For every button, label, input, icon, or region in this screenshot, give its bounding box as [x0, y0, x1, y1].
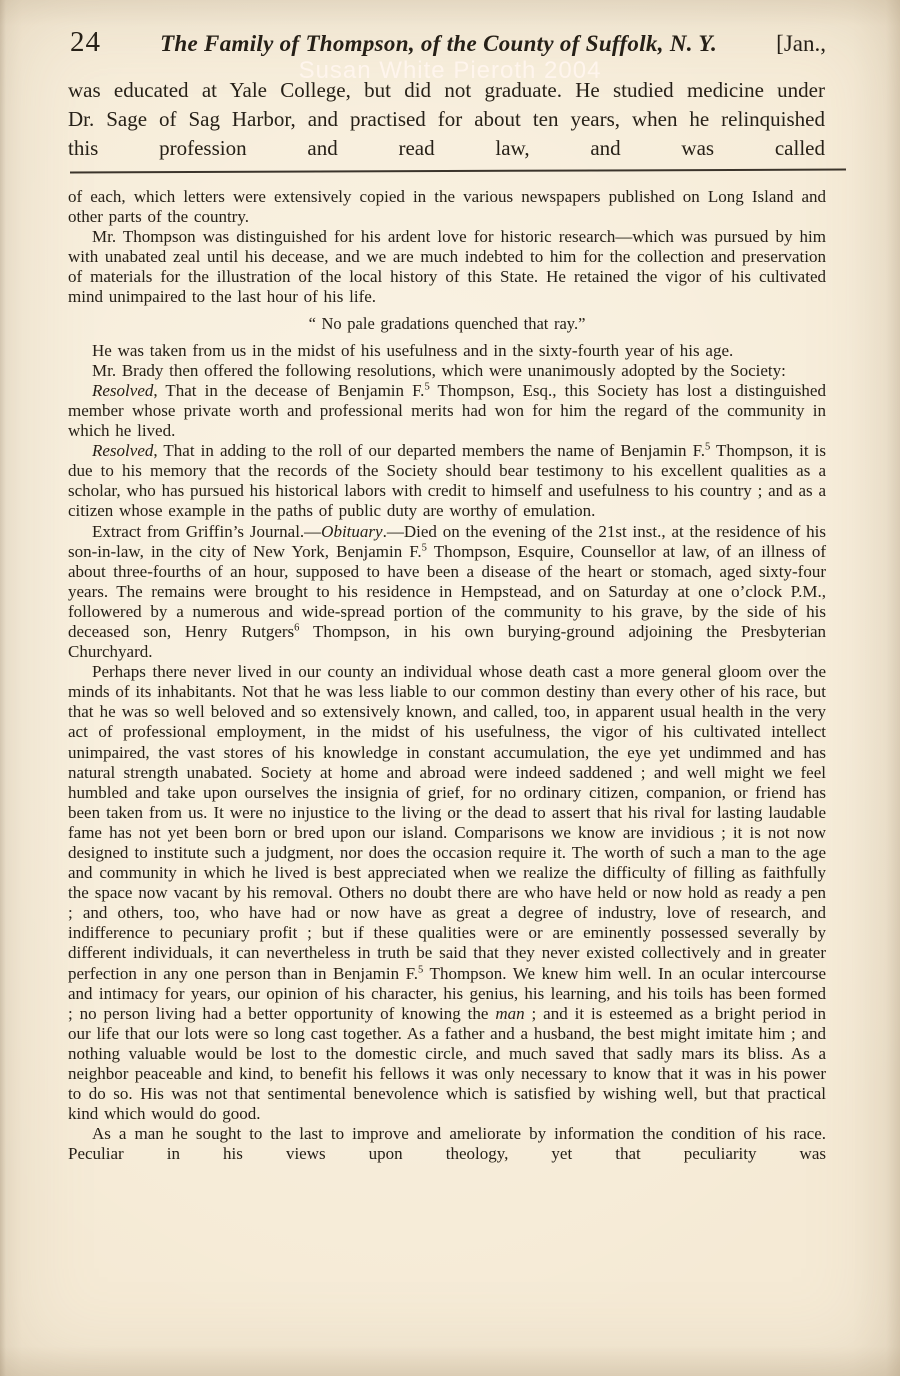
footnote-paragraphs — [68, 187, 826, 1165]
footnote-paragraph: Mr. Brady then offered the following resolutions, which were unanimously adopted by the Society: — [92, 360, 786, 380]
watermark: Susan White Pieroth 2004 — [298, 57, 602, 84]
footnote-paragraph: Resolved, That in adding to the roll of our departed members the name of Benjamin F.$^5$ Thompson, it is due to his memory that the records of the Society should bear testimony to his excellent qualities as a scholar, who has pursued his historical labors with credit to himself and usefulness to his country ; and as a citizen whose example in the paths of public duty are worthy of emulation. — [68, 441, 827, 521]
body-paragraph: was educated at Yale College, but did not graduate. He studied medicine under Dr. Sage of Sag Harbor, and practised for about ten years, when he relinquished this profession and read law, and was called — [68, 78, 825, 160]
page-number: 24 — [70, 26, 101, 58]
footnote-paragraph: Extract from Griffin’s Journal.—Obituary.—Died on the evening of the 21st inst., at the residence of his son-in-law, in the city of New York, Benjamin F.$^5$ Thompson, Esquire, Counsellor at law, of an illness of about three-fourths of an hour, supposed to have been a disease of the heart or stomach, aged sixty-four years. The remains were brought to his residence in Hempstead, and on Saturday at one o’clock P.M., followered by a numerous and wide-spread portion of the community to his grave, by the side of his deceased son, Henry Rutgers$^6$ Thompson, in his own burying-ground adjoining the Presbyterian Churchyard. — [68, 521, 827, 662]
running-title: The Family of Thompson, of the County of Suffolk, N. Y. — [160, 31, 718, 56]
page-header — [70, 26, 826, 59]
footnote-paragraph: Mr. Thompson was distinguished for his ardent love for historic research—which was pursued by him with unabated zeal until his decease, and we are much indebted to him for the collection and preservation of materials for the illustration of the local history of this State. He retained the vigor of his cultivated mind unimpaired to the last hour of his life. — [68, 227, 826, 307]
footnote-paragraph: Perhaps there never lived in our county an individual whose death cast a more general gloom over the minds of its inhabitants. Not that he was less liable to our common destiny than every other of his race, but that he was so well beloved and so extensively known, and called, too, in apparent usual health in the very act of professional employment, in the midst of his usefulness, the vigor of his cultivated intellect unimpaired, the vast stores of his knowledge in constant accumulation, the eye yet undimmed and has natural strength unabated. Society at home and abroad were indeed saddened ; and well might we feel humbled and take upon ourselves the insignia of grief, for no ordinary citizen, companion, or friend has been taken from us. It were no injustice to the living or the dead to assert that his rival for lasting laudable fame has not yet been born or bred upon our island. Comparisons we know are invidious ; it is not now designed to institute such a judgment, nor does the occasion require it. The worth of such a man to the age and community in which he lived is best appreciated when we realize the difficulty of filling as faithfully the space now vacant by his removal. Others no doubt there are who have held or now hold as ready a pen ; and others, too, who have had or now have as great a degree of industry, love of research, and indifference to pecuniary profit ; but if these qualities were or are eminently possessed severally by different individuals, it can nevertheless in truth be said that they never existed collectively and in greater perfection in any one person than in Benjamin F.$^5$ Thompson. We knew him well. In an ocular intercourse and intimacy for years, our opinion of his character, his genius, his learning, and his toils has been formed ; no person living had a better opportunity of knowing the man ; and it is esteemed as a bright period in our life that our lots were so long cast together. As a father and a husband, the best might imitate him ; and nothing valuable would be lost to the domestic circle, and much saved that sadly mars its bliss. As a neighbor peaceable and kind, to benefit his fellows it was only necessary to know that it was in his power to do so. His was not that sentimental benevolence which is satisfied by wishing well, but that practical kind which would do good. — [68, 662, 827, 1124]
footnote-paragraph: As a man he sought to the last to improve and ameliorate by information the condition of his race. Peculiar in his views upon theology, yet that peculiarity was — [68, 1124, 826, 1164]
footnote-divider — [70, 169, 846, 174]
footnote-paragraph: Resolved, That in the decease of Benjamin F.$^5$ Thompson, Esq., this Society has lost a distinguished member whose private worth and professional merits had won for him the regard of the community in which he lived. — [68, 380, 826, 441]
footnote-paragraph: “ No pale gradations quenched that ray.” — [308, 313, 586, 333]
issue-label: [Jan., — [776, 31, 826, 56]
footnote-paragraph: He was taken from us in the midst of his usefulness and in the sixty-fourth year of his age. — [92, 340, 734, 360]
footnote-paragraph: of each, which letters were extensively copied in the various newspapers published on Long Island and other parts of the country. — [68, 187, 826, 227]
footnote-section — [68, 187, 826, 1165]
